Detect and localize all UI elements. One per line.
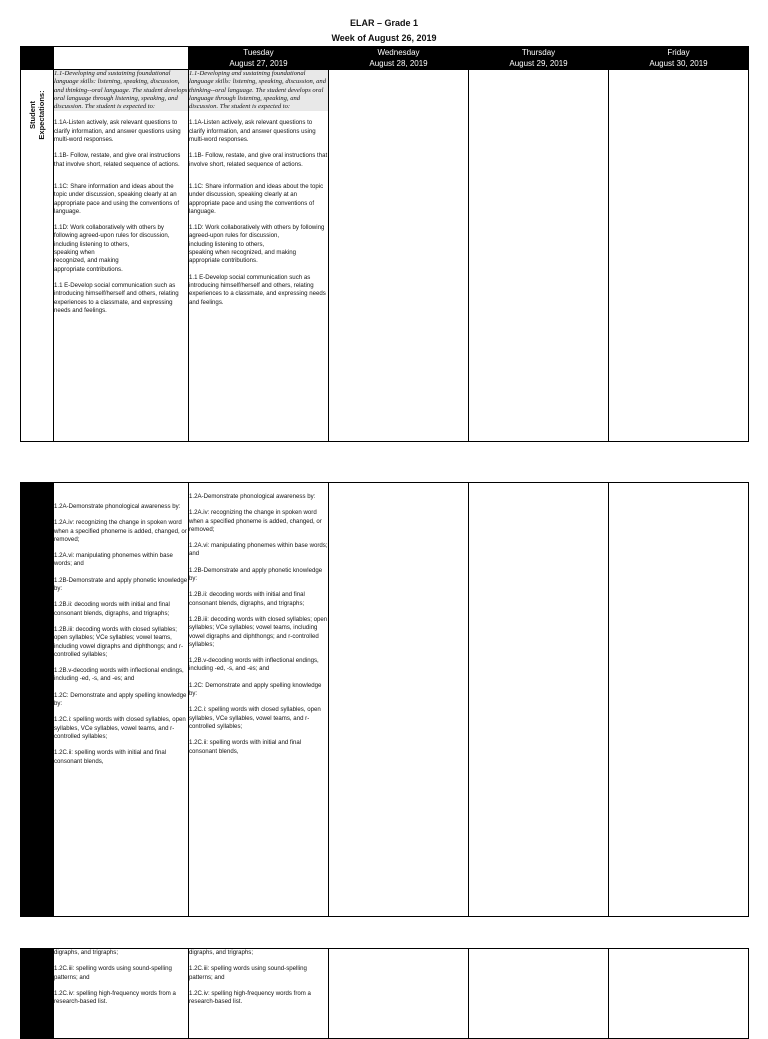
header-friday xyxy=(609,47,749,70)
header-thursday xyxy=(469,47,609,70)
standard-text: 1.1B- Follow, restate, and give oral instructions that involve short, related sequence of actions. xyxy=(54,152,181,168)
day-date: August 30, 2019 xyxy=(649,59,708,68)
day-name: Friday xyxy=(667,48,690,57)
standard-text: 1.2A.iv: recognizing the change in spoken word when a specified phoneme is added, changed, or removed; xyxy=(54,519,187,543)
standard-text: 1.1 E-Develop social communication such as introducing himself/herself and others, relating experiences to a classmate, and expressing needs and feelings. xyxy=(54,281,179,314)
lesson-plan-table-2 xyxy=(20,482,749,917)
day-date: August 27, 2019 xyxy=(229,59,288,68)
wednesday-cell xyxy=(329,483,469,917)
document-title: ELAR – Grade 1 xyxy=(349,18,419,28)
standard-text: 1.2B.ii: decoding words with initial and final consonant blends, digraphs, and trigraphs; xyxy=(54,601,170,617)
standard-text: 1.1D: Work collaboratively with others by following agreed-upon rules for discussion, including listening to others, speaking when recognized, and making appropriate contributions. xyxy=(189,224,325,265)
standard-text: 1.2C.i: spelling words with closed syllables, open syllables, VCe syllables, vowel teams, and r-controlled syllables; xyxy=(189,706,321,730)
standard-text: 1.2C.ii: spelling words with initial and final consonant blends, xyxy=(54,749,167,765)
standard-text: 1.2B.iii: decoding words with closed syllables; open syllables; VCe syllables; vowel teams, including vowel digraphs and diphthongs; and r-controlled syllables; xyxy=(189,615,328,648)
standard-text: 1.1B- Follow, restate, and give oral instructions that involve short, related sequence of actions. xyxy=(189,152,328,168)
monday-cell xyxy=(54,483,189,917)
student-expectations-label: Student Expectations: xyxy=(28,90,46,140)
tuesday-cell xyxy=(189,483,329,917)
tuesday-cell xyxy=(189,70,329,442)
standard-text: 1.2C.iii: spelling words using sound-spelling patterns; and xyxy=(54,965,172,981)
standard-text: 1.2C.iv: spelling high-frequency words from a research-based list. xyxy=(189,989,311,1006)
standard-text: 1.2A-Demonstrate phonological awareness by: xyxy=(54,503,181,510)
standard-text: 1.2B.ii: decoding words with initial and final consonant blends, digraphs, and trigraphs; xyxy=(189,591,305,607)
standard-text: 1.1C: Share information and ideas about the topic under discussion, speaking clearly at an appropriate pace and using the conventions of language. xyxy=(189,182,324,215)
spelling-row xyxy=(21,949,749,1039)
wednesday-cell xyxy=(329,949,469,1039)
thursday-cell xyxy=(469,483,609,917)
day-name: Thursday xyxy=(521,48,556,57)
standard-text: 1.2A.iv: recognizing the change in spoken word when a specified phoneme is added, changed, or removed; xyxy=(189,509,322,533)
standard-text: 1.2A.vi: manipulating phonemes within base words; and xyxy=(54,552,173,568)
standard-text: 1.1A-Listen actively, ask relevant questions to clarify information, and answer questions using multi-word responses. xyxy=(54,119,181,144)
row-label-cell xyxy=(21,483,54,917)
standard-text: 1.2B.v-decoding words with inflectional endings, including -ed, -s, and -es; and xyxy=(54,667,184,683)
day-name: Tuesday xyxy=(243,48,274,57)
lesson-plan-table-1 xyxy=(20,46,749,442)
header-corner xyxy=(21,47,54,70)
day-date: August 28, 2019 xyxy=(369,59,428,68)
day-name: Wednesday xyxy=(377,48,420,57)
thursday-cell xyxy=(469,949,609,1039)
header-row xyxy=(21,47,749,70)
standard-text: 1.2B-Demonstrate and apply phonetic knowledge by: xyxy=(54,576,188,593)
standard-text: 1.2C: Demonstrate and apply spelling knowledge by: xyxy=(189,681,322,698)
friday-cell xyxy=(609,70,749,442)
standard-text: 1.2C.ii: spelling words with initial and final consonant blends, xyxy=(189,739,302,755)
standard-text: 1.2B.iii: decoding words with closed syllables; open syllables; VCe syllables; vowel teams, including vowel digraphs and diphthongs; and r-controlled syllables; xyxy=(54,625,184,658)
standard-text: 1.1A-Listen actively, ask relevant questions to clarify information, and answer questions using multi-word responses. xyxy=(189,119,316,144)
friday-cell xyxy=(609,483,749,917)
standard-text: 1.2C.i: spelling words with closed syllables, open syllables, VCe syllables, vowel teams, and r-controlled syllables; xyxy=(54,716,186,740)
standard-text: 1.2A-Demonstrate phonological awareness by: xyxy=(189,493,316,500)
standard-text: 1.2C.iv: spelling high-frequency words from a research-based list. xyxy=(54,989,176,1006)
student-expectations-row xyxy=(21,70,749,442)
standard-text: 1.1-Developing and sustaining foundational language skills: listening, speaking, discussion, and thinking--oral language. The student develops oral language through listening, speaking, and discussion. The student is expected to: xyxy=(189,70,326,111)
standard-text: 1.2C.iii: spelling words using sound-spelling patterns; and xyxy=(189,965,307,981)
standard-text: 1.1D: Work collaboratively with others by following agreed-upon rules for discussion, including listening to others, speaking when recognized, and making appropriate contributions. xyxy=(54,224,170,273)
standard-text: digraphs, and trigraphs; xyxy=(54,949,119,956)
header-tuesday xyxy=(189,47,329,70)
row-label-cell xyxy=(21,949,54,1039)
day-date: August 29, 2019 xyxy=(509,59,568,68)
standard-text: 1.2A.vi: manipulating phonemes within base words; and xyxy=(189,542,328,558)
standard-text: 1.1C: Share information and ideas about the topic under discussion, speaking clearly at an appropriate pace and using the conventions of language. xyxy=(54,182,180,215)
standard-text: 1.2C: Demonstrate and apply spelling knowledge by: xyxy=(54,691,187,708)
standard-text: 1,2B.v-decoding words with inflectional endings, including -ed, -s, and -es; and xyxy=(189,657,319,673)
monday-cell xyxy=(54,949,189,1039)
friday-cell xyxy=(609,949,749,1039)
thursday-cell xyxy=(469,70,609,442)
standard-text: 1.1 E-Develop social communication such as introducing himself/herself and others, relating experiences to a classmate, and expressing needs and feelings. xyxy=(189,273,326,306)
standard-text: 1.2B-Demonstrate and apply phonetic knowledge by: xyxy=(189,566,323,583)
phonics-row xyxy=(21,483,749,917)
standard-text: 1.1-Developing and sustaining foundational language skills: listening, speaking, discussion, and thinking--oral language. The student develops oral language through listening, speaking, and discussion. The student is expected to: xyxy=(54,70,188,111)
tuesday-cell xyxy=(189,949,329,1039)
week-title: Week of August 26, 2019 xyxy=(331,33,437,43)
header-wednesday xyxy=(329,47,469,70)
row-label-cell xyxy=(21,70,54,442)
standard-text: digraphs, and trigraphs; xyxy=(189,949,254,956)
monday-cell xyxy=(54,70,189,442)
lesson-plan-table-3 xyxy=(20,948,749,1039)
header-monday-blank xyxy=(54,47,189,70)
wednesday-cell xyxy=(329,70,469,442)
